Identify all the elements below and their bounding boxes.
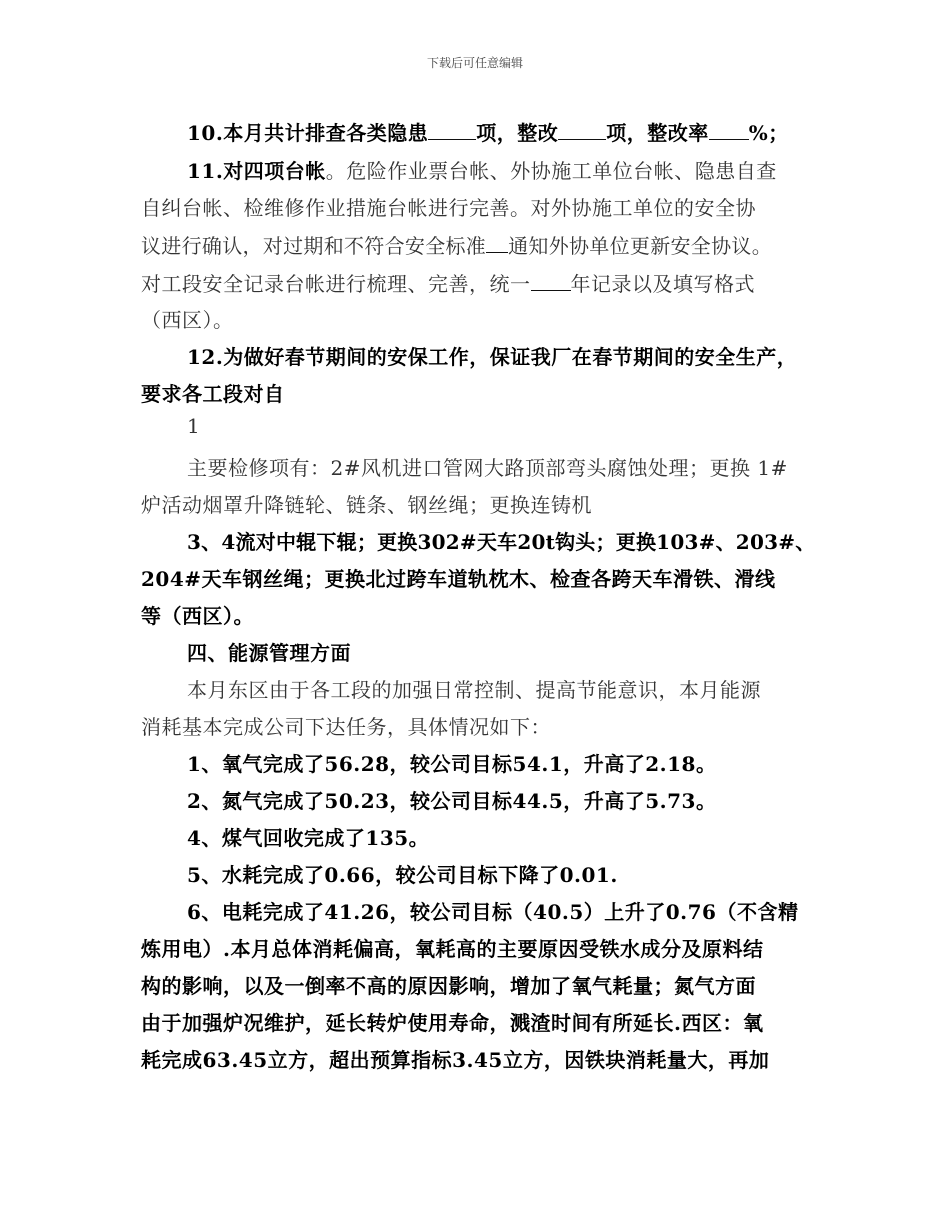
item-11-line-2: 自纠台帐、检维修作业措施台帐进行完善。对外协施工单位的安全协 [141,196,756,220]
energy-item-nitrogen: 2、氮气完成了50.23，较公司目标44.5，升高了5.73。 [187,789,717,813]
item-11-title: 11.对四项台帐 [187,159,326,183]
repair-line-5: 等（西区）。 [141,604,254,628]
item-10-part1: 10.本月共计排查各类隐患 [187,121,429,145]
item-10-part3: 项，整改率 [606,121,709,145]
section-4-intro-2: 消耗基本完成公司下达任务，具体情况如下： [141,715,551,739]
item-11-line-1 [187,155,777,184]
item-11-line-3 [141,230,772,259]
section-4-heading: 四、能源管理方面 [187,641,351,665]
repair-line-4: 204#天车钢丝绳；更换北过跨车道轨枕木、检查各跨天车滑铁、滑线 [141,567,776,591]
item-12-line-2: 要求各工段对自 [141,382,285,406]
item-11-line-3-a: 议进行确认，对过期和不符合安全标准 [141,234,487,258]
blank-standard [486,234,508,253]
blank-rectified-count [558,121,606,140]
energy-item-6-line-4: 由于加强炉况维护，延长转炉使用寿命，溅渣时间有所延长.西区：氧 [141,1011,764,1035]
item-10-part2: 项，整改 [476,121,559,145]
blank-hazard-count [428,121,476,140]
energy-item-gas: 4、煤气回收完成了135。 [187,826,430,850]
energy-item-6-line-1: 6、电耗完成了41.26，较公司目标（40.5）上升了0.76（不含精 [187,900,799,924]
item-11-line-1-rest: 。危险作业票台帐、外协施工单位台帐、隐患自查 [325,159,777,183]
blank-year [531,272,571,291]
item-10-part4: %； [748,121,789,145]
repair-line-1: 主要检修项有：2#风机进口管网大路顶部弯头腐蚀处理；更换 1# [187,456,788,480]
energy-item-6-line-2: 炼用电）.本月总体消耗偏高，氧耗高的主要原因受铁水成分及原料结 [141,937,764,961]
repair-line-2: 炉活动烟罩升降链轮、链条、钢丝绳；更换连铸机 [141,493,592,517]
energy-item-6-line-3: 构的影响，以及一倒率不高的原因影响，增加了氧气耗量；氮气方面 [141,974,756,998]
item-11-line-4 [141,268,755,297]
energy-item-water: 5、水耗完成了0.66，较公司目标下降了0.01. [187,863,618,887]
header-note: 下载后可任意编辑 [426,56,523,70]
item-11-line-5: （西区）。 [141,308,234,332]
item-11-line-4-a: 对工段安全记录台帐进行梳理、完善，统一 [141,272,531,296]
page-number: 1 [187,414,201,438]
blank-rectify-rate [709,121,749,140]
item-12-line-1: 12.为做好春节期间的安保工作，保证我厂在春节期间的安全生产， [187,345,798,369]
item-11-line-3-b: 通知外协单位更新安全协议。 [508,234,773,258]
item-11-line-4-b: 年记录以及填写格式 [570,272,755,296]
item-10-line [187,117,789,146]
energy-item-oxygen: 1、氧气完成了56.28，较公司目标54.1，升高了2.18。 [187,752,717,776]
repair-line-3: 3、4流对中辊下辊；更换302#天车20t钩头；更换103#、203#、 [187,530,816,554]
energy-item-6-line-5: 耗完成63.45立方，超出预算指标3.45立方，因铁块消耗量大，再加 [141,1048,770,1072]
section-4-intro-1: 本月东区由于各工段的加强日常控制、提高节能意识，本月能源 [187,678,761,702]
